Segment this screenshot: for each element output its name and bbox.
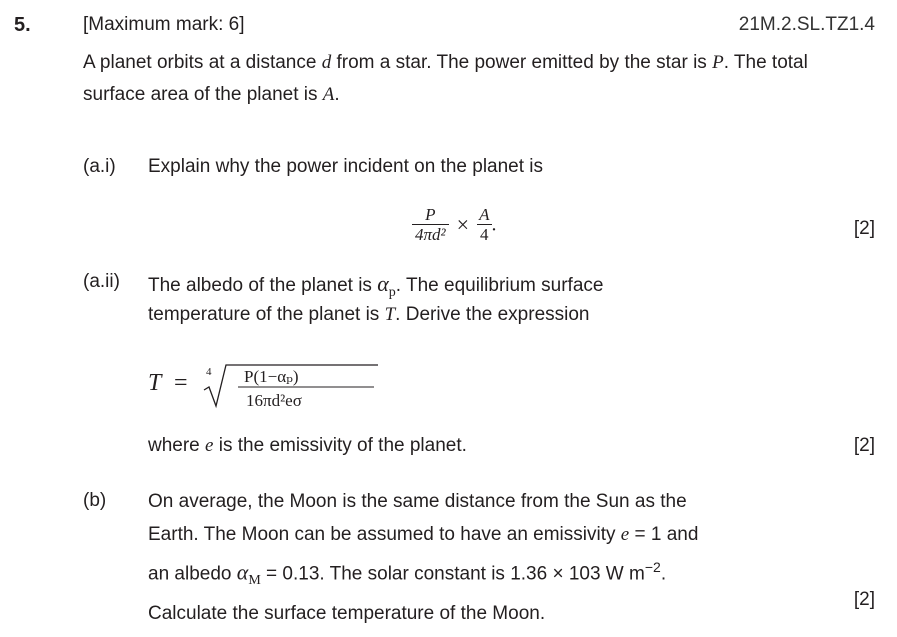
alpha-p-subscript: p	[388, 284, 396, 300]
part-ai-label: (a.i)	[83, 156, 116, 177]
part-b-line-1: On average, the Moon is the same distance from the Sun as the	[148, 491, 687, 512]
unit-exponent: −2	[644, 559, 661, 575]
part-b-text-a: Earth. The Moon can be assumed to have an emissivity	[148, 524, 621, 545]
fraction-denominator: 4	[477, 224, 492, 244]
variable-e: e	[620, 524, 630, 545]
part-b-text-c: an albedo	[148, 563, 237, 585]
part-b-text-e: .	[660, 563, 667, 585]
root-index: 4	[206, 366, 212, 378]
part-b-line-2	[148, 518, 698, 551]
part-b-text-b: = 1 and	[629, 524, 699, 545]
part-b-text-d: = 0.13. The solar constant is 1.36 × 103 W m	[260, 563, 645, 585]
question-code: 21M.2.SL.TZ1.4	[738, 14, 875, 35]
part-aii-text-b: . The equilibrium surface	[395, 275, 604, 296]
part-b-mark: [2]	[853, 589, 875, 610]
fraction-p-over-4pid2	[412, 206, 449, 244]
root-numerator: P(1−αₚ)	[244, 367, 299, 386]
formula-lhs-T: T	[148, 370, 162, 396]
variable-P: P	[712, 52, 724, 73]
stem-text-2: from a star. The power emitted by the star is	[331, 52, 713, 73]
where-text-a: where	[148, 435, 206, 456]
variable-A: A	[322, 84, 335, 105]
part-aii-text-d: . Derive the expression	[395, 304, 590, 325]
question-number: 5.	[14, 14, 31, 36]
part-b-line-4: Calculate the surface temperature of the Moon.	[148, 603, 546, 625]
part-b-line-3	[148, 551, 698, 597]
question-stem	[83, 47, 823, 111]
root-denominator: 16πd²eσ	[246, 391, 302, 410]
power-incident-formula	[412, 206, 497, 244]
variable-T: T	[384, 304, 396, 325]
maximum-mark: [Maximum mark: 6]	[83, 14, 245, 35]
stem-text-4: .	[334, 84, 340, 105]
stem-text-1: A planet orbits at a distance	[83, 52, 322, 73]
alpha-p-symbol: α	[377, 271, 389, 296]
variable-d: d	[321, 52, 332, 73]
alpha-m-subscript: M	[248, 573, 261, 589]
part-b-body	[148, 485, 698, 630]
where-text-b: is the emissivity of the planet.	[213, 435, 467, 456]
part-aii-text-a: The albedo of the planet is	[148, 275, 378, 296]
fraction-denominator: 4πd²	[412, 224, 449, 244]
part-aii-label: (a.ii)	[83, 271, 120, 292]
times-symbol: ×	[456, 212, 470, 237]
fraction-a-over-4	[477, 206, 492, 244]
alpha-m-symbol: α	[236, 559, 249, 585]
part-aii-mark: [2]	[853, 435, 875, 456]
stem-text-3: . The total surface area of the planet is	[83, 52, 808, 105]
variable-e: e	[205, 435, 214, 456]
part-aii-where-line	[148, 435, 467, 457]
part-aii-text-c: temperature of the planet is	[148, 304, 385, 325]
part-ai-mark: [2]	[853, 218, 875, 239]
formula-equals: =	[174, 370, 188, 396]
part-ai-text: Explain why the power incident on the planet is	[148, 156, 544, 177]
fraction-numerator: A	[479, 205, 490, 224]
part-aii-line-1	[148, 271, 603, 301]
part-b-label: (b)	[83, 490, 107, 511]
formula-end-period: .	[491, 213, 497, 236]
part-aii-line-2	[148, 304, 590, 326]
fraction-numerator: P	[425, 205, 436, 224]
